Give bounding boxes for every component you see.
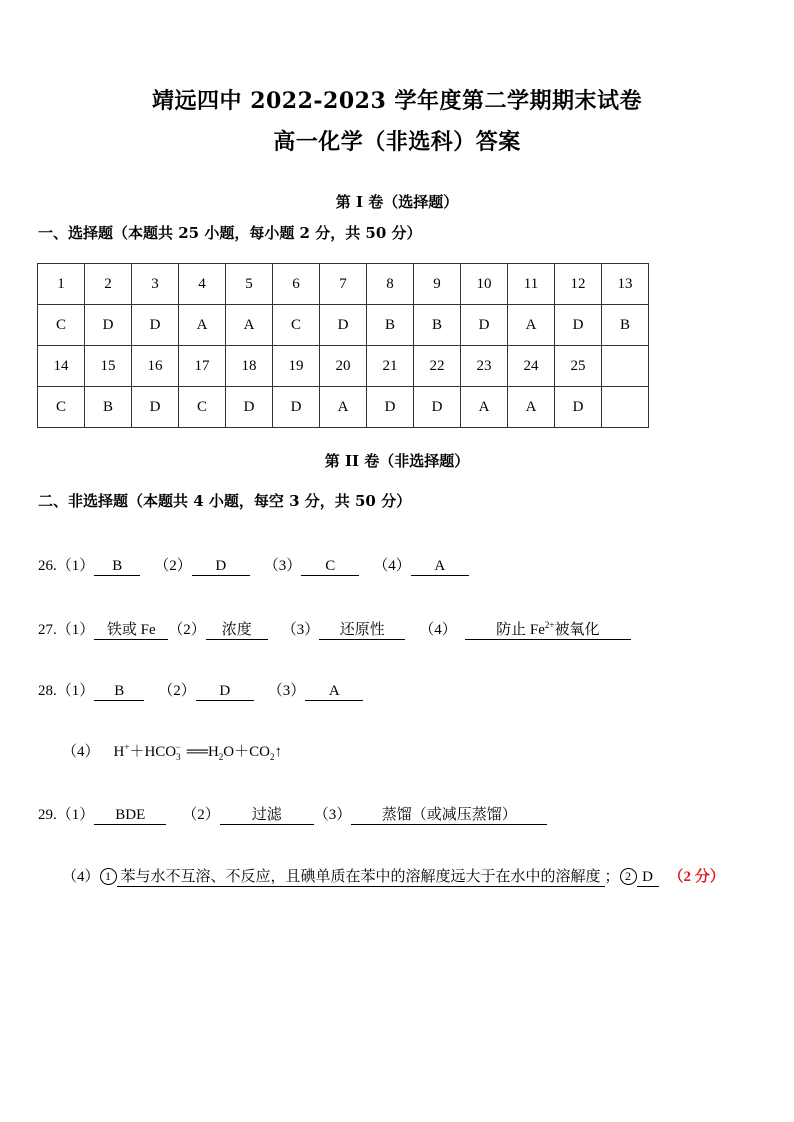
question-number-cell: 6 xyxy=(273,264,320,305)
circled-number: 2 xyxy=(620,868,637,885)
question-number-cell: 20 xyxy=(320,346,367,387)
circled-number: 1 xyxy=(100,868,117,885)
question-number-row xyxy=(38,346,649,387)
question-number-cell: 3 xyxy=(132,264,179,305)
question-number: 28. xyxy=(38,683,57,699)
answer-row xyxy=(38,305,649,346)
part-label: （1） xyxy=(56,558,95,574)
question-26 xyxy=(38,554,469,576)
answer-row xyxy=(38,387,649,428)
section2-heading: 二、非选择题（本题共 4 小题，每空 3 分，共 50 分） xyxy=(38,492,412,510)
question-number: 27. xyxy=(38,622,57,638)
answer-blank: A xyxy=(305,683,363,701)
answer-cell: A xyxy=(508,387,555,428)
answer-cell: C xyxy=(38,387,85,428)
part-label: （4） xyxy=(62,744,100,760)
question-number-cell: 5 xyxy=(226,264,273,305)
question-number-cell: 13 xyxy=(602,264,649,305)
part-label: （3） xyxy=(281,622,320,638)
question-number-cell: 1 xyxy=(38,264,85,305)
answer-blank: 铁或 Fe xyxy=(94,622,168,640)
question-27 xyxy=(38,617,631,640)
question-number-cell: 12 xyxy=(555,264,602,305)
answer-cell: A xyxy=(320,387,367,428)
answer-table xyxy=(37,263,649,428)
answer-cell: D xyxy=(273,387,320,428)
answer-cell: A xyxy=(461,387,508,428)
part-label: （2） xyxy=(154,558,192,574)
part-label: （4） xyxy=(419,622,457,638)
part-label: （1） xyxy=(56,622,95,638)
question-number-cell: 17 xyxy=(179,346,226,387)
question-number-cell: 22 xyxy=(414,346,461,387)
answer-blank: D xyxy=(192,558,250,576)
exam-subtitle: 高一化学（非选科）答案 xyxy=(273,129,521,155)
answer-cell: D xyxy=(226,387,273,428)
question-28-part4 xyxy=(62,740,282,762)
answer-blank: 过滤 xyxy=(220,807,314,825)
answer-blank: 还原性 xyxy=(319,622,405,640)
exam-title: 靖远四中 2022-2023 学年度第二学期期末试卷 xyxy=(152,88,642,114)
part-label: （3） xyxy=(267,683,306,699)
question-number-cell xyxy=(602,346,649,387)
part-label: （1） xyxy=(56,807,95,823)
part1-heading: 第 I 卷（选择题） xyxy=(335,193,459,211)
answer-cell: C xyxy=(179,387,226,428)
part2-heading: 第 II 卷（非选择题） xyxy=(324,452,470,470)
answer-cell: B xyxy=(367,305,414,346)
question-number-row xyxy=(38,264,649,305)
question-29-part4: （4） 1 苯与水不互溶、不反应，且碘单质在苯中的溶解度远大于在水中的溶解度 ； 2 D （2 分） xyxy=(62,869,725,885)
answer-cell: D xyxy=(414,387,461,428)
answer-cell: B xyxy=(414,305,461,346)
answer-blank: D xyxy=(637,869,659,887)
question-number: 26. xyxy=(38,558,57,574)
answer-cell: A xyxy=(179,305,226,346)
answer-blank: D xyxy=(196,683,254,701)
answer-cell: D xyxy=(320,305,367,346)
question-number: 29. xyxy=(38,807,57,823)
question-number-cell: 14 xyxy=(38,346,85,387)
answer-cell: C xyxy=(38,305,85,346)
question-28 xyxy=(38,679,363,701)
question-number-cell: 24 xyxy=(508,346,555,387)
answer-cell: A xyxy=(226,305,273,346)
part-label: （3） xyxy=(263,558,302,574)
part-label: （2） xyxy=(158,683,196,699)
part-label: （3） xyxy=(313,807,352,823)
part-label: （1） xyxy=(56,683,95,699)
question-number-cell: 21 xyxy=(367,346,414,387)
answer-cell: B xyxy=(85,387,132,428)
question-number-cell: 7 xyxy=(320,264,367,305)
ionic-equation: $H^++HCO_3^-$ $══H_2O+CO_2↑$ xyxy=(113,742,282,762)
question-29 xyxy=(38,803,547,825)
question-number-cell: 2 xyxy=(85,264,132,305)
answer-cell: D xyxy=(85,305,132,346)
answer-cell: C xyxy=(273,305,320,346)
part-label: （2） xyxy=(182,807,220,823)
answer-blank: BDE xyxy=(94,807,166,825)
answer-cell: B xyxy=(602,305,649,346)
answer-cell xyxy=(602,387,649,428)
part-label: （2） xyxy=(168,622,206,638)
answer-blank: 防止 $Fe^{2+}$被氧化 xyxy=(465,617,631,640)
answer-cell: D xyxy=(132,305,179,346)
answer-cell: D xyxy=(132,387,179,428)
answer-blank: 浓度 xyxy=(206,622,268,640)
question-number-cell: 16 xyxy=(132,346,179,387)
question-number-cell: 9 xyxy=(414,264,461,305)
question-number-cell: 4 xyxy=(179,264,226,305)
section1-heading: 一、选择题（本题共 25 小题，每小题 2 分，共 50 分） xyxy=(38,224,422,242)
answer-cell: D xyxy=(555,305,602,346)
answer-blank: B xyxy=(94,558,140,576)
answer-blank: 蒸馏（或减压蒸馏） xyxy=(351,807,547,825)
part-label: （4） xyxy=(373,558,411,574)
question-number-cell: 18 xyxy=(226,346,273,387)
question-number-cell: 11 xyxy=(508,264,555,305)
answer-blank: B xyxy=(94,683,144,701)
question-number-cell: 19 xyxy=(273,346,320,387)
question-number-cell: 10 xyxy=(461,264,508,305)
answer-cell: D xyxy=(555,387,602,428)
question-number-cell: 15 xyxy=(85,346,132,387)
score-note: （2 分） xyxy=(668,869,725,885)
part-label: （4） xyxy=(62,869,100,885)
answer-cell: D xyxy=(461,305,508,346)
answer-cell: A xyxy=(508,305,555,346)
answer-blank: C xyxy=(301,558,359,576)
question-number-cell: 23 xyxy=(461,346,508,387)
question-number-cell: 25 xyxy=(555,346,602,387)
answer-cell: D xyxy=(367,387,414,428)
answer-blank: A xyxy=(411,558,469,576)
question-number-cell: 8 xyxy=(367,264,414,305)
answer-blank: 苯与水不互溶、不反应，且碘单质在苯中的溶解度远大于在水中的溶解度 xyxy=(117,869,605,887)
